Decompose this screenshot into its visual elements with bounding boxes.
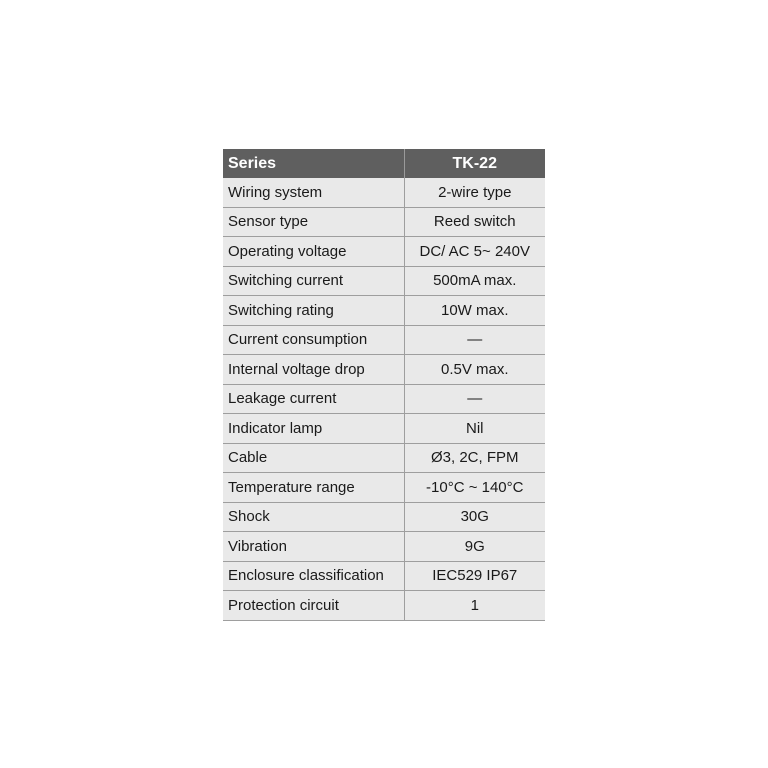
spec-table [223,149,545,621]
row-label: Cable [223,443,404,473]
row-value: 10W max. [404,296,545,326]
row-value: 500mA max. [404,266,545,296]
row-value: 30G [404,502,545,532]
row-label: Internal voltage drop [223,355,404,385]
row-label: Shock [223,502,404,532]
row-label: Vibration [223,532,404,562]
header-series-label: Series [223,149,404,178]
header-row [223,149,545,178]
row-value: Reed switch [404,207,545,237]
row-label: Switching rating [223,296,404,326]
table-row [223,502,545,532]
table-row [223,414,545,444]
table-row [223,266,545,296]
row-value: Ø3, 2C, FPM [404,443,545,473]
row-label: Wiring system [223,178,404,207]
row-value: DC/ AC 5~ 240V [404,237,545,267]
table-row [223,561,545,591]
row-label: Current consumption [223,325,404,355]
row-value: IEC529 IP67 [404,561,545,591]
row-value: -10°C ~ 140°C [404,473,545,503]
row-value: 0.5V max. [404,355,545,385]
table-row [223,591,545,621]
row-value: Nil [404,414,545,444]
table-row [223,296,545,326]
spec-table-header [223,149,545,178]
row-value: 1 [404,591,545,621]
row-label: Switching current [223,266,404,296]
row-value: 2-wire type [404,178,545,207]
header-series-value: TK-22 [404,149,545,178]
row-label: Operating voltage [223,237,404,267]
table-row [223,532,545,562]
table-row [223,443,545,473]
table-row [223,207,545,237]
row-label: Sensor type [223,207,404,237]
table-row [223,473,545,503]
table-row [223,355,545,385]
spec-table-body [223,178,545,620]
table-row [223,178,545,207]
table-row [223,325,545,355]
row-value: — [404,384,545,414]
row-value: — [404,325,545,355]
row-label: Enclosure classification [223,561,404,591]
row-label: Temperature range [223,473,404,503]
row-label: Indicator lamp [223,414,404,444]
table-row [223,384,545,414]
row-label: Leakage current [223,384,404,414]
row-value: 9G [404,532,545,562]
table-row [223,237,545,267]
row-label: Protection circuit [223,591,404,621]
